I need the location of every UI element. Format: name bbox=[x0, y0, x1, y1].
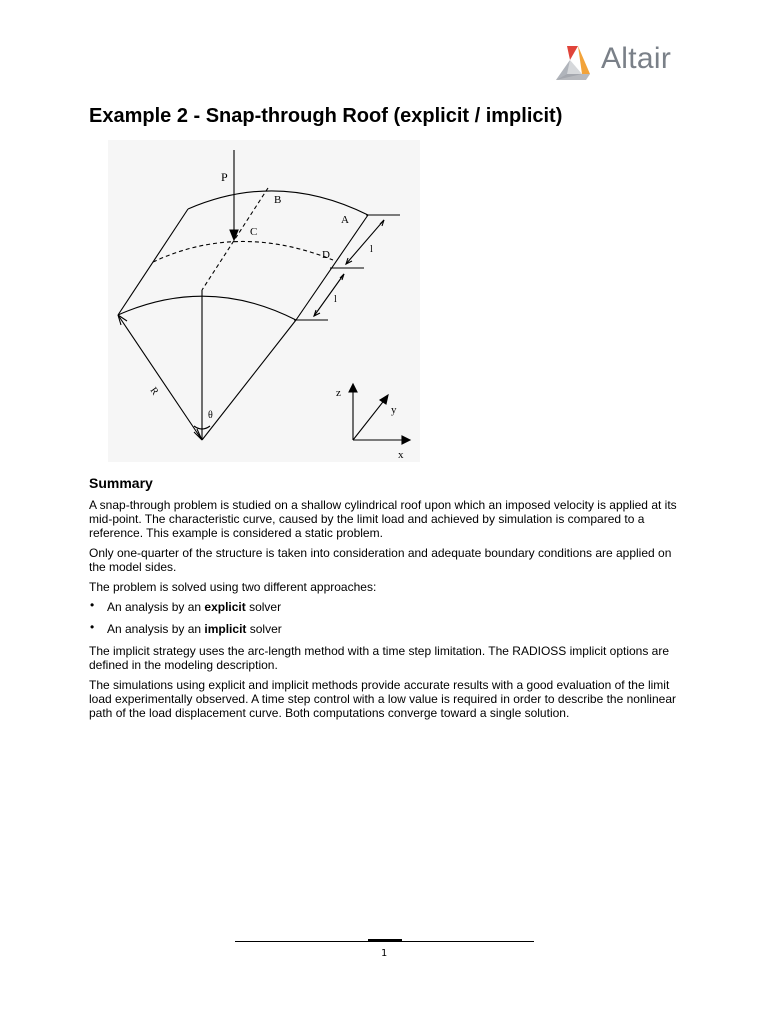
summary-body bbox=[89, 498, 689, 726]
footer-marker bbox=[368, 939, 402, 941]
roof-figure bbox=[108, 140, 420, 462]
roof-diagram bbox=[108, 140, 420, 462]
bullet-prefix: An analysis by an bbox=[107, 600, 205, 614]
label-y: y bbox=[391, 404, 397, 416]
approach-list bbox=[89, 600, 689, 636]
label-length-lower: l bbox=[334, 294, 337, 305]
label-B: B bbox=[274, 194, 282, 206]
label-R: R bbox=[147, 385, 161, 398]
label-D: D bbox=[322, 249, 330, 261]
label-C: C bbox=[250, 226, 258, 238]
summary-heading: Summary bbox=[89, 475, 153, 491]
bullet-suffix: solver bbox=[245, 600, 282, 614]
bullet-icon: • bbox=[90, 598, 95, 612]
page-title: Example 2 - Snap-through Roof (explicit / implicit) bbox=[89, 105, 563, 127]
logo-text: Altair bbox=[601, 42, 672, 75]
bullet-suffix: solver bbox=[246, 622, 282, 636]
list-item bbox=[89, 622, 689, 636]
summary-paragraph-5: The simulations using explicit and implicit methods provide accurate results with a good evaluation of the limit load experimentally observed. A time step control with a low value is required in order to describe the nonlinear path of the load displacement curve. Both computations converge toward a single solution. bbox=[89, 678, 676, 720]
label-P: P bbox=[221, 170, 228, 184]
altair-logo bbox=[553, 42, 683, 86]
bullet-icon: • bbox=[90, 620, 95, 634]
altair-logo-icon bbox=[553, 44, 593, 84]
label-length-upper: l bbox=[370, 244, 373, 255]
footer-divider bbox=[235, 941, 534, 942]
summary-paragraph-2: Only one-quarter of the structure is taken into consideration and adequate boundary conditions are applied on the model sides. bbox=[89, 546, 672, 574]
page-number: 1 bbox=[380, 948, 388, 959]
label-x: x bbox=[398, 449, 404, 461]
bullet-bold: implicit bbox=[204, 622, 247, 636]
label-A: A bbox=[341, 214, 349, 226]
summary-paragraph-4: The implicit strategy uses the arc-length method with a time step limitation. The RADIOSS implicit options are defined in the modeling description. bbox=[89, 644, 670, 672]
summary-paragraph-3: The problem is solved using two different approaches: bbox=[89, 580, 377, 594]
label-theta: θ bbox=[208, 410, 213, 421]
bullet-prefix: An analysis by an bbox=[107, 622, 205, 636]
list-item bbox=[89, 600, 689, 614]
summary-paragraph-1: A snap-through problem is studied on a shallow cylindrical roof upon which an imposed velocity is applied at its mid-point. The characteristic curve, caused by the limit load and achieved by simulation is compared to a reference. This example is considered a static problem. bbox=[89, 498, 677, 540]
bullet-bold: explicit bbox=[204, 600, 246, 614]
label-z: z bbox=[336, 387, 341, 399]
